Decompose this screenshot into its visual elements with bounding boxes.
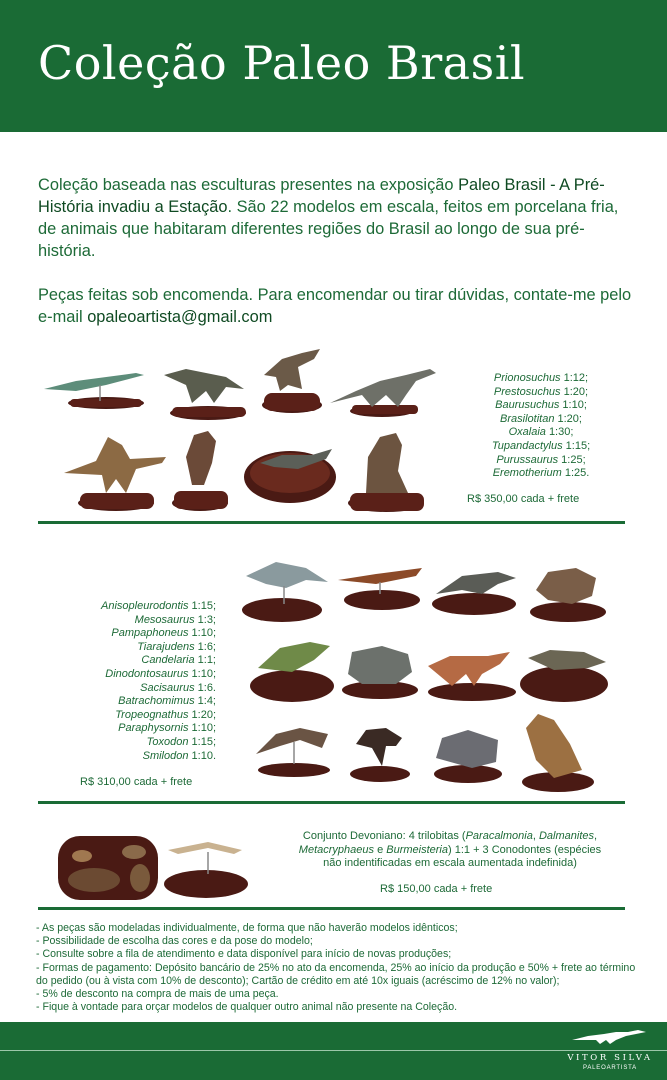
prionosuchus-model	[44, 373, 144, 409]
species-item: Baurusuchus 1:10;	[495, 399, 587, 412]
species-item: Toxodon 1:15;	[146, 735, 216, 748]
group3-description	[270, 830, 630, 871]
paraphysornis-model	[350, 728, 410, 782]
intro-p1-rest: . São 22 modelos em escala, feitos em porcelana fria, de animais que habitaram diferentes regiões do Brasil ao longo de sua pré-história.	[38, 198, 619, 260]
page-title: Coleção Paleo Brasil	[38, 36, 526, 90]
species-item: Batrachomimus 1:4;	[118, 695, 216, 708]
candelaria-model	[250, 642, 334, 702]
devonian-line-3: não indentificadas em escala aumentada indefinida)	[323, 857, 577, 870]
contact-email[interactable]: opaleoartista@gmail.com	[87, 308, 273, 326]
tropeognathus-model	[256, 728, 330, 777]
artist-signature	[560, 1028, 660, 1071]
prestosuchus-model	[164, 369, 246, 420]
sacisaurus-model	[428, 652, 516, 701]
smilodon-model	[522, 714, 594, 792]
species-item: Tropeognathus 1:20;	[115, 708, 216, 721]
note-item: - As peças são modeladas individualmente, de forma que não haverão modelos idênticos;	[36, 922, 458, 934]
intro-paragraph-2	[38, 284, 638, 328]
species-item: Paraphysornis 1:10;	[118, 722, 216, 735]
divider-2	[38, 801, 625, 804]
species-item: Candelaria 1:1;	[141, 654, 216, 667]
species-item: Sacisaurus 1:6.	[140, 681, 216, 694]
tiarajudens-model	[530, 568, 606, 622]
intro-text	[38, 174, 638, 350]
toxodon-model	[434, 730, 502, 783]
species-item: Mesosaurus 1:3;	[134, 613, 216, 626]
artist-role: PALEOARTISTA	[583, 1065, 637, 1071]
devonian-line-2: Metacryphaeus e Burmeisteria) 1:1 + 3 Conodontes (espécies	[298, 843, 602, 856]
species-item: Anisopleurodontis 1:15;	[101, 600, 216, 612]
note-item: - Fique à vontade para orçar modelos de qualquer outro animal não presente na Coleção.	[36, 1001, 458, 1014]
species-item: Tiarajudens 1:6;	[137, 640, 216, 653]
purussaurus-model	[244, 449, 336, 503]
intro-p1-text: Coleção baseada nas esculturas presentes na exposição	[38, 176, 459, 194]
dinosaur-logo-icon	[570, 1028, 650, 1046]
brasilotitan-model	[330, 369, 436, 417]
batrachomimus-model	[520, 650, 608, 702]
anisopleurodontis-model	[242, 562, 328, 622]
species-item: Pampaphoneus 1:10;	[111, 627, 216, 640]
group2-price: R$ 310,00 cada + frete	[80, 776, 193, 788]
tupandactylus-model	[172, 431, 228, 511]
group2-species-list	[66, 600, 216, 763]
exhibition-name: Paleo Brasil - A Pré-História invadiu a Estação	[38, 176, 605, 216]
group2-photos	[236, 548, 628, 798]
header-banner	[0, 0, 667, 132]
note-item: - Formas de pagamento: Depósito bancário de 25% no ato da encomenda, 25% ao início da produção e 50% + frete ao término do pedido (ou à vista com 10% de desconto); Cartão de crédito em até 10x iguais (acréscimo de 12% no valor);	[36, 961, 636, 987]
species-item: Purussaurus 1:25;	[496, 453, 586, 466]
eremotherium-model	[348, 433, 424, 512]
note-item: - Consulte sobre a fila de atendimento e data disponível para início de novas produções;	[36, 948, 452, 961]
species-item: Oxalaia 1:30;	[508, 426, 574, 439]
species-item: Prionosuchus 1:12;	[493, 372, 589, 384]
intro-paragraph-1	[38, 174, 638, 262]
trilobites-plaque	[58, 836, 158, 900]
divider-3	[38, 907, 625, 910]
oxalaia-model	[64, 437, 166, 511]
devonian-line-1: Conjunto Devoniano: 4 trilobitas (Paracalmonia, Dalmanites,	[302, 830, 598, 842]
group3-price: R$ 150,00 cada + frete	[380, 883, 493, 895]
group3-photos	[58, 830, 250, 902]
divider-1	[38, 521, 625, 524]
species-item: Prestosuchus 1:20;	[493, 385, 589, 398]
notes-list	[36, 922, 636, 1014]
artist-name: VITOR SILVA	[567, 1053, 653, 1063]
note-item: - 5% de desconto na compra de mais de uma peça.	[36, 988, 279, 1001]
species-item: Smilodon 1:10.	[142, 749, 216, 762]
species-item: Tupandactylus 1:15;	[491, 439, 591, 452]
group1-price: R$ 350,00 cada + frete	[467, 493, 580, 505]
group1-species-list	[456, 372, 626, 481]
mesosaurus-model	[338, 568, 422, 610]
group1-photos	[36, 345, 456, 520]
species-item: Dinodontosaurus 1:10;	[105, 667, 216, 680]
note-item: - Possibilidade de escolha das cores e da pose do modelo;	[36, 935, 313, 948]
dinodontosaurus-model	[342, 646, 418, 699]
intro-p2-text: Peças feitas sob encomenda. Para encomendar ou tirar dúvidas, contate-me pelo e-mail	[38, 286, 632, 326]
species-item: Brasilotitan 1:20;	[500, 412, 582, 425]
species-item: Eremotherium 1:25.	[492, 467, 590, 480]
baurusuchus-model	[262, 349, 322, 413]
pampaphoneus-model	[432, 572, 516, 615]
footer-banner	[0, 1022, 667, 1080]
conodonts-model	[164, 842, 248, 898]
